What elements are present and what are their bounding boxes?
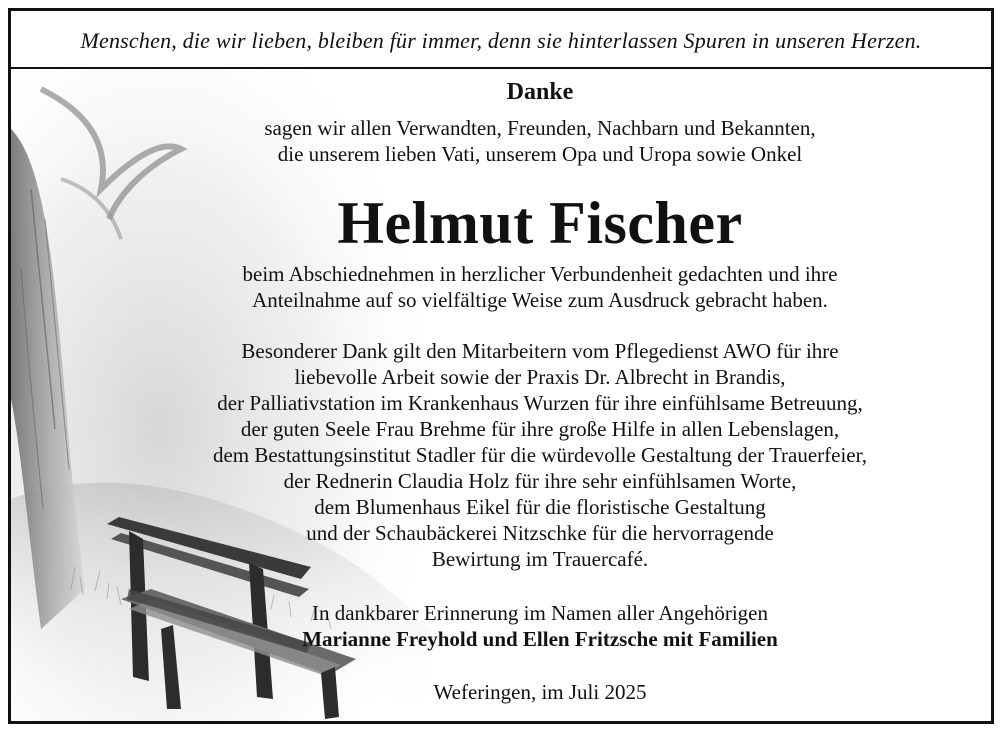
paragraph-line: Besonderer Dank gilt den Mitarbeitern vom Pflegedienst AWO für ihre <box>241 339 839 363</box>
closing-block <box>131 600 949 652</box>
obituary-card <box>8 8 994 724</box>
paragraph-anteilnahme <box>131 261 949 313</box>
paragraph-line: dem Bestattungsinstitut Stadler für die würdevolle Gestaltung der Trauerfeier, <box>212 443 868 467</box>
motto-text: Menschen, die wir lieben, bleiben für immer, denn sie hinterlassen Spuren in unseren Herzen. <box>80 28 922 53</box>
intro-line: die unserem lieben Vati, unserem Opa und Uropa sowie Onkel <box>277 142 803 166</box>
paragraph-line: und der Schaubäckerei Nitzschke für die hervorragende <box>306 521 774 545</box>
place-date: Weferingen, im Juli 2025 <box>433 680 647 704</box>
closing-line: In dankbarer Erinnerung im Namen aller Angehörigen <box>311 601 768 625</box>
paragraph-line: der guten Seele Frau Brehme für ihre große Hilfe in allen Lebenslagen, <box>240 417 840 441</box>
paragraph-line: dem Blumenhaus Eikel für die floristische Gestaltung <box>314 495 766 519</box>
paragraph-line: Anteilnahme auf so vielfältige Weise zum Ausdruck gebracht haben. <box>252 288 828 312</box>
deceased-name: Helmut Fischer <box>337 190 743 256</box>
intro-line: sagen wir allen Verwandten, Freunden, Nachbarn und Bekannten, <box>264 116 816 140</box>
heading-danke: Danke <box>506 79 574 105</box>
paragraph-line: beim Abschiednehmen in herzlicher Verbundenheit gedachten und ihre <box>242 262 838 286</box>
paragraph-special-thanks <box>131 338 949 572</box>
paragraph-line: Bewirtung im Trauercafé. <box>431 547 649 571</box>
intro-text <box>131 115 949 167</box>
paragraph-line: der Rednerin Claudia Holz für ihre sehr einfühlsamen Worte, <box>283 469 797 493</box>
signature: Marianne Freyhold und Ellen Fritzsche mit Familien <box>302 627 778 651</box>
paragraph-line: der Palliativstation im Krankenhaus Wurzen für ihre einfühlsame Betreuung, <box>217 391 863 415</box>
paragraph-line: liebevolle Arbeit sowie der Praxis Dr. Albrecht in Brandis, <box>294 365 786 389</box>
